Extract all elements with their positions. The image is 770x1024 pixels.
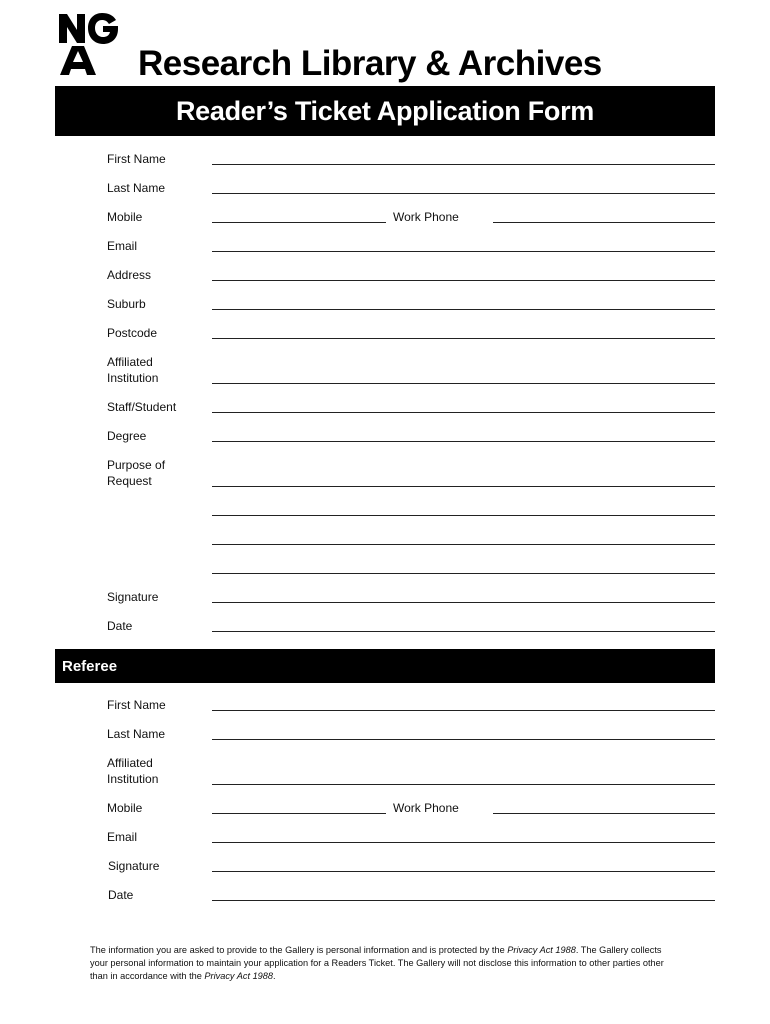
purpose-field-line3[interactable]	[212, 544, 715, 545]
privacy-text-part3: .	[273, 971, 276, 981]
referee-date-field[interactable]	[212, 900, 715, 901]
purpose-label-line1: Purpose of	[107, 458, 166, 472]
privacy-text-part2: . The Gallery collects your personal information to maintain your application for a Readers Ticket. The Gallery will not disclose this information to other parties other than in accordance with the	[90, 945, 664, 981]
affiliated-institution-field[interactable]	[212, 383, 715, 384]
referee-email-field[interactable]	[212, 842, 715, 843]
referee-affiliated-label-line1: Affiliated	[107, 756, 153, 770]
email-label: Email	[107, 239, 138, 253]
mobile-field[interactable]	[212, 222, 386, 223]
signature-label: Signature	[107, 590, 159, 604]
purpose-field-line4[interactable]	[212, 573, 715, 574]
privacy-act-name: Privacy Act 1988	[507, 945, 576, 955]
referee-work-phone-label: Work Phone	[393, 801, 459, 815]
first-name-label: First Name	[107, 152, 166, 166]
referee-first-name-label: First Name	[107, 698, 166, 712]
referee-signature-label: Signature	[108, 859, 160, 873]
work-phone-label: Work Phone	[393, 210, 459, 224]
suburb-label: Suburb	[107, 297, 146, 311]
address-field[interactable]	[212, 280, 715, 281]
suburb-field[interactable]	[212, 309, 715, 310]
referee-heading: Referee	[55, 649, 715, 683]
mobile-label: Mobile	[107, 210, 143, 224]
privacy-act-name-2: Privacy Act 1988	[204, 971, 274, 981]
referee-signature-field[interactable]	[212, 871, 715, 872]
nga-logo	[58, 12, 120, 76]
purpose-field-line2[interactable]	[212, 515, 715, 516]
logo-letter-g	[88, 13, 118, 44]
degree-field[interactable]	[212, 441, 715, 442]
page-title: Research Library & Archives	[138, 44, 602, 83]
logo-letter-n	[59, 14, 85, 43]
referee-date-label: Date	[108, 888, 134, 902]
last-name-label: Last Name	[107, 181, 166, 195]
form-title-banner: Reader’s Ticket Application Form	[55, 86, 715, 136]
signature-field[interactable]	[212, 602, 715, 603]
purpose-label-line2: Request	[107, 474, 152, 488]
referee-last-name-label: Last Name	[107, 727, 166, 741]
staff-student-field[interactable]	[212, 412, 715, 413]
address-label: Address	[107, 268, 152, 282]
privacy-text-part1: The information you are asked to provide to the Gallery is personal information and is protected by the	[90, 945, 508, 955]
referee-last-name-field[interactable]	[212, 739, 715, 740]
purpose-field-line1[interactable]	[212, 486, 715, 487]
date-label: Date	[107, 619, 133, 633]
degree-label: Degree	[107, 429, 147, 443]
referee-mobile-label: Mobile	[107, 801, 143, 815]
work-phone-field[interactable]	[493, 222, 715, 223]
referee-affiliated-institution-field[interactable]	[212, 784, 715, 785]
logo-letter-a	[60, 46, 96, 75]
affiliated-label-line2: Institution	[107, 371, 159, 385]
postcode-field[interactable]	[212, 338, 715, 339]
referee-first-name-field[interactable]	[212, 710, 715, 711]
postcode-label: Postcode	[107, 326, 158, 340]
staff-student-label: Staff/Student	[107, 400, 177, 414]
referee-affiliated-label-line2: Institution	[107, 772, 159, 786]
referee-work-phone-field[interactable]	[493, 813, 715, 814]
referee-mobile-field[interactable]	[212, 813, 386, 814]
privacy-notice	[90, 944, 680, 983]
last-name-field[interactable]	[212, 193, 715, 194]
affiliated-label-line1: Affiliated	[107, 355, 153, 369]
email-field[interactable]	[212, 251, 715, 252]
referee-email-label: Email	[107, 830, 138, 844]
date-field[interactable]	[212, 631, 715, 632]
first-name-field[interactable]	[212, 164, 715, 165]
